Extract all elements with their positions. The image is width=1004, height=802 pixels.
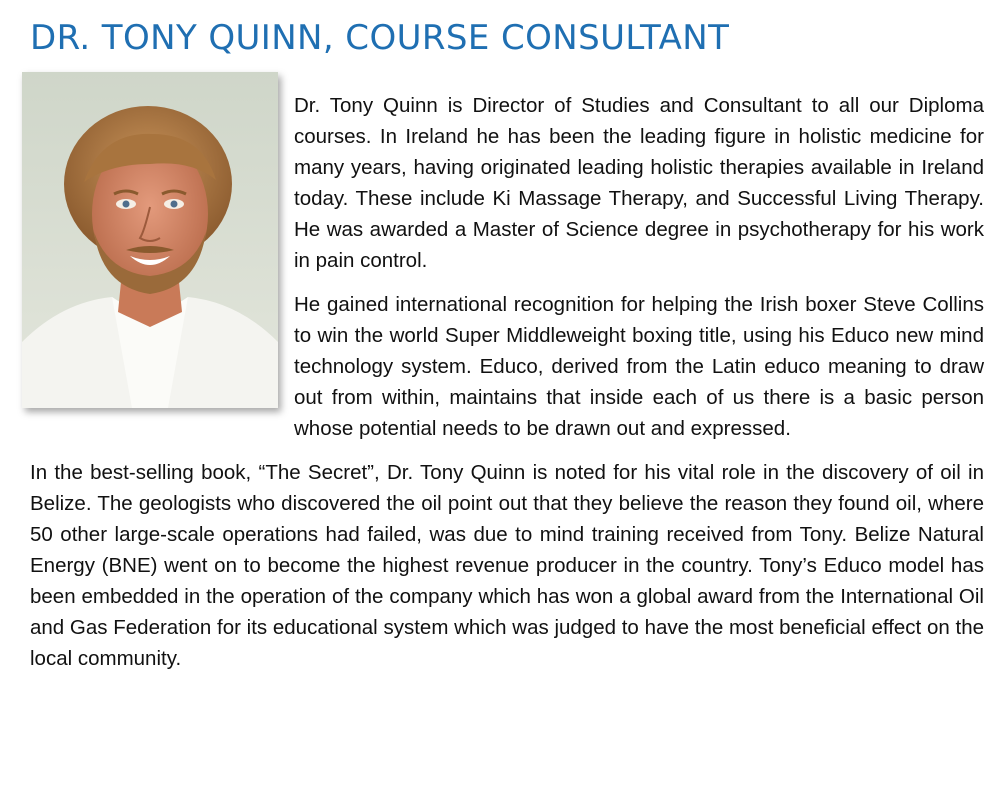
paragraph-intro: Dr. Tony Quinn is Director of Studies and Consultant to all our Diploma courses. In Ireland he has been the leading figure in holistic medicine for many years, having originated leading holistic therapies available in Ireland today. These include Ki Massage Therapy, and Successful Living Therapy. He was awarded a Master of Science degree in psychotherapy for his work in pain control.	[294, 94, 984, 272]
paragraph-the-secret: In the best-selling book, “The Secret”, Dr. Tony Quinn is noted for his vital role in the discovery of oil in Belize. The geologists who discovered the oil point out that they believe the reason they found oil, where 50 other large-scale operations had failed, was due to mind training received from Tony. Belize Natural Energy (BNE) went on to become the highest revenue producer in the country. Tony’s Educo model has been embedded in the operation of the company which has won a global award from the International Oil and Gas Federation for its educational system which was judged to have the most beneficial effect on the local community.	[30, 461, 984, 670]
page-title: DR. TONY QUINN, COURSE CONSULTANT	[30, 18, 730, 58]
article	[30, 0, 984, 674]
paragraph-recognition: He gained international recognition for helping the Irish boxer Steve Collins to win the world Super Middleweight boxing title, using his Educo new mind technology system. Educo, derived from the Latin educo meaning to draw out from within, maintains that inside each of us there is a basic person whose potential needs to be drawn out and expressed.	[294, 293, 984, 440]
portrait-photo	[22, 72, 278, 408]
